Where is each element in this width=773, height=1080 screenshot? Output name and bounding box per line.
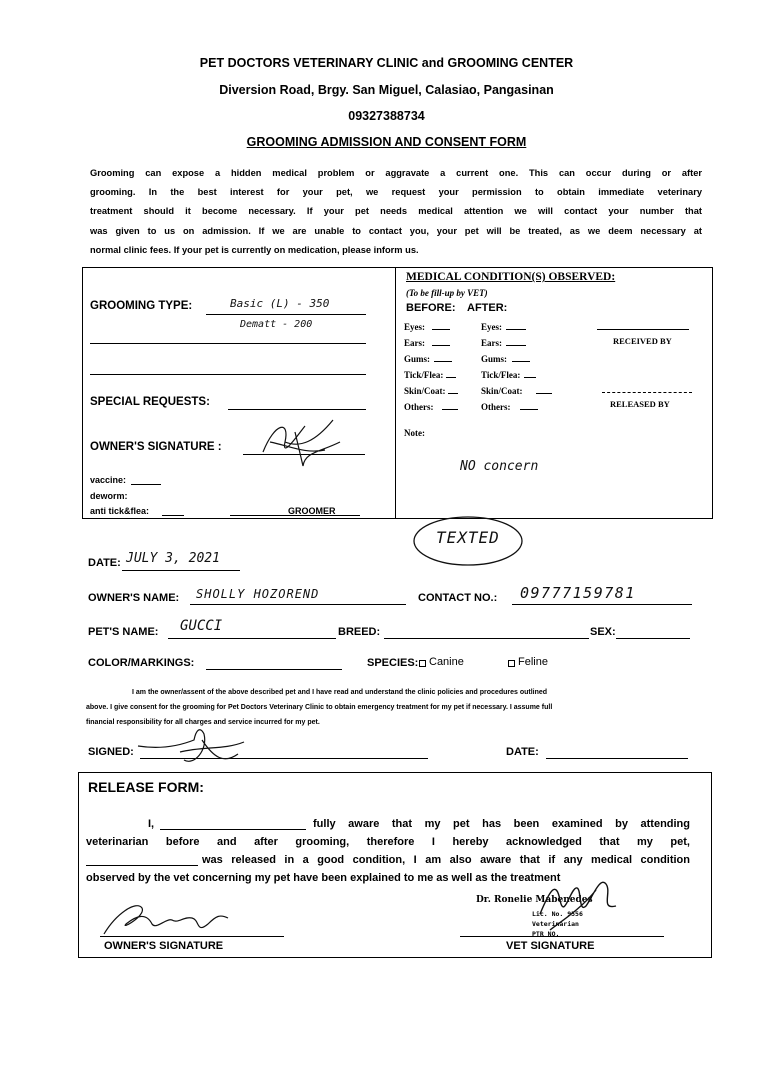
- feline-checkbox[interactable]: [508, 660, 515, 667]
- vet-title: Veterinarian: [532, 920, 579, 928]
- signed-date-label: DATE:: [506, 746, 539, 758]
- after-item-others: Others:: [481, 402, 511, 412]
- before-item-gums: Gums:: [404, 354, 431, 364]
- released-by-label: RELEASED BY: [610, 399, 670, 409]
- blank-line: [442, 409, 458, 410]
- release-title: RELEASE FORM:: [88, 779, 204, 795]
- intro-line: treatment should it become necessary. If your pet needs medical attention we will contact your number that: [90, 206, 702, 217]
- received-by-label: RECEIVED BY: [613, 336, 672, 346]
- contact-line: [512, 604, 692, 605]
- contact-value: 09777159781: [520, 584, 636, 602]
- vet-name: Dr. Ronelie Mabenedes: [476, 895, 593, 905]
- grooming-type-label: GROOMING TYPE:: [90, 300, 193, 312]
- signed-date-line: [546, 758, 688, 759]
- before-item-tick: Tick/Flea:: [404, 370, 444, 380]
- anti-tick-line: [162, 515, 184, 516]
- release-line3: was released in a good condition, I am also aware that if any medical condition: [202, 854, 690, 866]
- grooming-extra-line-2: [90, 374, 366, 375]
- blank-line: [524, 377, 536, 378]
- vet-ptr: PTR NO.: [532, 930, 560, 938]
- after-item-eyes: Eyes:: [481, 322, 502, 332]
- owner-name-label: OWNER'S NAME:: [88, 592, 180, 604]
- medical-subtitle: (To be fill-up by VET): [406, 288, 488, 298]
- after-list: [481, 319, 591, 415]
- vet-signature-line: [460, 936, 664, 937]
- vet-signature-scribble: [520, 870, 630, 940]
- breed-label: BREED:: [338, 626, 381, 638]
- note-label: Note:: [404, 428, 425, 438]
- color-markings-label: COLOR/MARKINGS:: [88, 657, 195, 669]
- release-name-line: [160, 829, 306, 830]
- after-item-ears: Ears:: [481, 338, 502, 348]
- vaccine-label: vaccine:: [90, 475, 127, 485]
- after-item-tick: Tick/Flea:: [481, 370, 521, 380]
- grooming-type-line: [206, 314, 366, 315]
- owner-signature-scribble: [245, 412, 355, 472]
- release-line4: observed by the vet concerning my pet have been explained to me as well as the treatment: [86, 872, 561, 884]
- intro-paragraph: [90, 164, 702, 260]
- pet-name-label: PET'S NAME:: [88, 626, 159, 638]
- contact-label: CONTACT NO.:: [418, 592, 498, 604]
- blank-line: [512, 361, 530, 362]
- signed-label: SIGNED:: [88, 746, 134, 758]
- blank-line: [506, 329, 526, 330]
- release-owner-signature-scribble: [96, 894, 246, 942]
- species-label: SPECIES:: [367, 657, 419, 669]
- sex-label: SEX:: [590, 626, 616, 638]
- grooming-type-value-1: Basic (L) - 350: [230, 297, 330, 310]
- groomer-label: GROOMER: [288, 506, 336, 516]
- blank-line: [520, 409, 538, 410]
- release-pet-line: [86, 865, 198, 866]
- color-markings-line: [206, 669, 342, 670]
- blank-line: [448, 393, 458, 394]
- owner-name-line: [190, 604, 406, 605]
- consent-line-1: I am the owner/assent of the above described pet and I have read and understand the clinic policies and procedures outlined: [132, 689, 548, 696]
- date-line: [122, 570, 240, 571]
- received-by-line: [597, 329, 689, 330]
- before-item-skin: Skin/Coat:: [404, 386, 446, 396]
- pet-name-line: [168, 638, 336, 639]
- anti-tick-label: anti tick&flea:: [90, 506, 150, 516]
- vet-signature-label: VET SIGNATURE: [506, 940, 595, 952]
- medical-title: MEDICAL CONDITION(S) OBSERVED:: [406, 271, 616, 283]
- after-item-skin: Skin/Coat:: [481, 386, 523, 396]
- feline-label: Feline: [518, 656, 548, 668]
- canine-checkbox[interactable]: [419, 660, 426, 667]
- clinic-name: PET DOCTORS VETERINARY CLINIC and GROOMING CENTER: [199, 56, 574, 70]
- before-item-eyes: Eyes:: [404, 322, 425, 332]
- before-item-ears: Ears:: [404, 338, 425, 348]
- blank-line: [446, 377, 456, 378]
- release-owner-signature-label: OWNER'S SIGNATURE: [104, 940, 224, 952]
- owner-signature-label: OWNER'S SIGNATURE :: [90, 441, 222, 453]
- note-value: NO concern: [460, 459, 539, 474]
- before-item-others: Others:: [404, 402, 434, 412]
- blank-line: [432, 345, 450, 346]
- consent-line-3: financial responsibility for all charges and service incurred for my pet.: [86, 719, 320, 726]
- vet-lic: Lic. No. 9556: [532, 910, 583, 918]
- after-label: AFTER:: [467, 302, 508, 314]
- form-title: GROOMING ADMISSION AND CONSENT FORM: [246, 135, 527, 149]
- sex-line: [616, 638, 690, 639]
- vaccine-line: [131, 484, 161, 485]
- texted-stamp: TEXTED: [436, 528, 500, 547]
- owner-name-value: SHOLLY HOZOREND: [196, 587, 320, 601]
- released-by-line: [602, 392, 692, 393]
- intro-line: Grooming can expose a hidden medical problem or aggravate a current one. This can occur during or after: [90, 168, 702, 178]
- signed-scribble: [134, 720, 254, 776]
- clinic-address: Diversion Road, Brgy. San Miguel, Calasiao, Pangasinan: [219, 83, 554, 97]
- blank-line: [506, 345, 526, 346]
- release-line2: veterinarian before and after grooming, therefore I hereby acknowledged that my pet,: [86, 836, 690, 848]
- clinic-phone: 09327388734: [348, 109, 425, 123]
- pet-name-value: GUCCI: [180, 618, 223, 634]
- blank-line: [434, 361, 452, 362]
- release-line1-a: I,: [148, 818, 155, 830]
- grooming-type-value-2: Dematt - 200: [240, 319, 313, 330]
- consent-line-2: above. I give consent for the grooming for Pet Doctors Veterinary Clinic to obtain emergency treatment for my pet if necessary. I assume full: [86, 704, 553, 711]
- before-label: BEFORE:: [406, 302, 456, 314]
- breed-line: [384, 638, 589, 639]
- intro-line: grooming. In the best interest for your pet, we request your permission to obtain immediate veterinary: [90, 187, 702, 198]
- date-label: DATE:: [88, 557, 121, 569]
- date-value: JULY 3, 2021: [126, 551, 220, 566]
- canine-label: Canine: [429, 656, 464, 668]
- deworm-label: deworm:: [90, 491, 128, 501]
- special-requests-line: [228, 409, 366, 410]
- blank-line: [536, 393, 552, 394]
- blank-line: [432, 329, 450, 330]
- release-owner-signature-line: [100, 936, 284, 937]
- release-line1-b: fully aware that my pet has been examined by attending: [313, 818, 690, 830]
- intro-line: normal clinic fees. If your pet is currently on medication, please inform us.: [90, 244, 419, 255]
- grooming-extra-line-1: [90, 343, 366, 344]
- after-item-gums: Gums:: [481, 354, 508, 364]
- special-requests-label: SPECIAL REQUESTS:: [90, 396, 210, 408]
- intro-line: was given to us on admission. If we are unable to contact you, your pet will be treated, as we deem necessary at: [90, 225, 702, 236]
